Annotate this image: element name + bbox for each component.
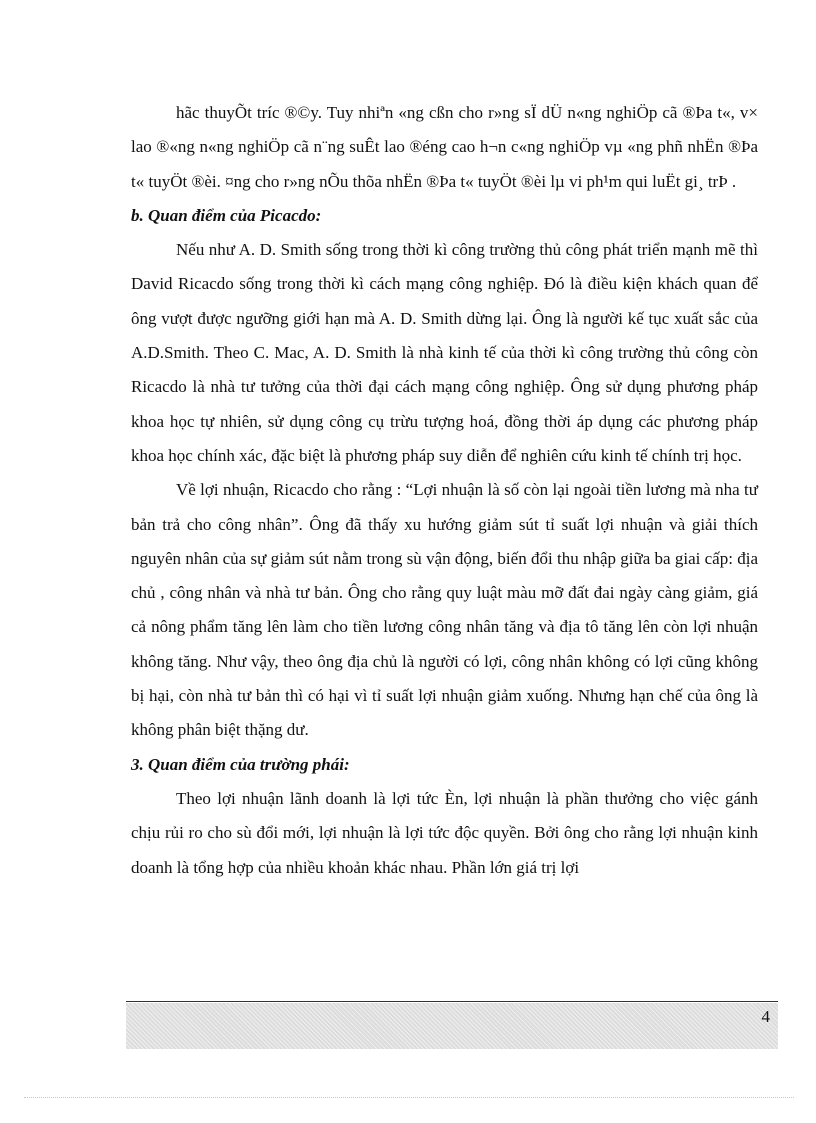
section-heading-school: 3. Quan điểm của trường phái: [131, 754, 350, 774]
page-bottom-dotted-line [24, 1097, 794, 1098]
page-content [131, 96, 758, 885]
section-heading-ricardo: b. Quan điểm của Picacdo: [131, 205, 322, 225]
page-footer [126, 1003, 778, 1049]
paragraph-intro: hãc thuyÕt tríc ®©y. Tuy nhiªn «ng cßn cho r»ng sÏ dÜ n«ng nghiÖp cã ®Þa t«, v× lao ®«ng n«ng nghiÖp cã n¨ng suÊt lao ®éng cao h¬n c«ng nghiÖp vµ «ng phñ nhËn ®Þa t« tuyÖt ®èi. ¤ng cho r»ng nÕu thõa nhËn ®Þa t« tuyÖt ®èi lµ vi ph¹m qui luËt gi¸ trÞ . [131, 103, 758, 191]
footer-divider [126, 1001, 778, 1002]
paragraph-school-profit: Theo lợi nhuận lãnh doanh là lợi tức Èn, lợi nhuận là phần thưởng cho việc gánh chịu rủi ro cho sù đổi mới, lợi nhuận là lợi tức độc quyền. Bởi ông cho rằng lợi nhuận kinh doanh là tổng hợp của nhiều khoản khác nhau. Phần lớn giá trị lợi [131, 788, 758, 877]
paragraph-ricardo-profit: Về lợi nhuận, Ricacdo cho rằng : “Lợi nhuận là số còn lại ngoài tiền lương mà nha tư bản trả cho công nhân”. Ông đã thấy xu hướng giảm sút tỉ suất lợi nhuận và giải thích nguyên nhân của sự giảm sút nằm trong sù vận động, biến đổi thu nhập giữa ba giai cấp: địa chủ , công nhân và nhà tư bản. Ông cho rằng quy luật màu mỡ đất đai ngày càng giảm, giá cả nông phẩm tăng lên làm cho tiền lương công nhân tăng và địa tô tăng lên còn lợi nhuận không tăng. Như vậy, theo ông địa chủ là người có lợi, công nhân không có lợi cũng không bị hại, còn nhà tư bản thì có hại vì tỉ suất lợi nhuận giảm xuống. Nhưng hạn chế của ông là không phân biệt thặng dư. [131, 480, 758, 740]
paragraph-ricardo-background: Nếu như A. D. Smith sống trong thời kì công trường thủ công phát triển mạnh mẽ thì David Ricacdo sống trong thời kì cách mạng công nghiệp. Đó là điều kiện khách quan để ông vượt được ngưỡng giới hạn mà A. D. Smith dừng lại. Ông là người kế tục xuất sắc của A.D.Smith. Theo C. Mac, A. D. Smith là nhà kinh tế của thời kì công trường thủ công còn Ricacdo là nhà tư tưởng của thời đại cách mạng công nghiệp. Ông sử dụng phương pháp khoa học tự nhiên, sử dụng công cụ trừu tượng hoá, đồng thời áp dụng các phương pháp khoa học chính xác, đặc biệt là phương pháp suy diễn để nghiên cứu kinh tế chính trị học. [131, 240, 758, 465]
page-number: 4 [761, 1007, 770, 1026]
